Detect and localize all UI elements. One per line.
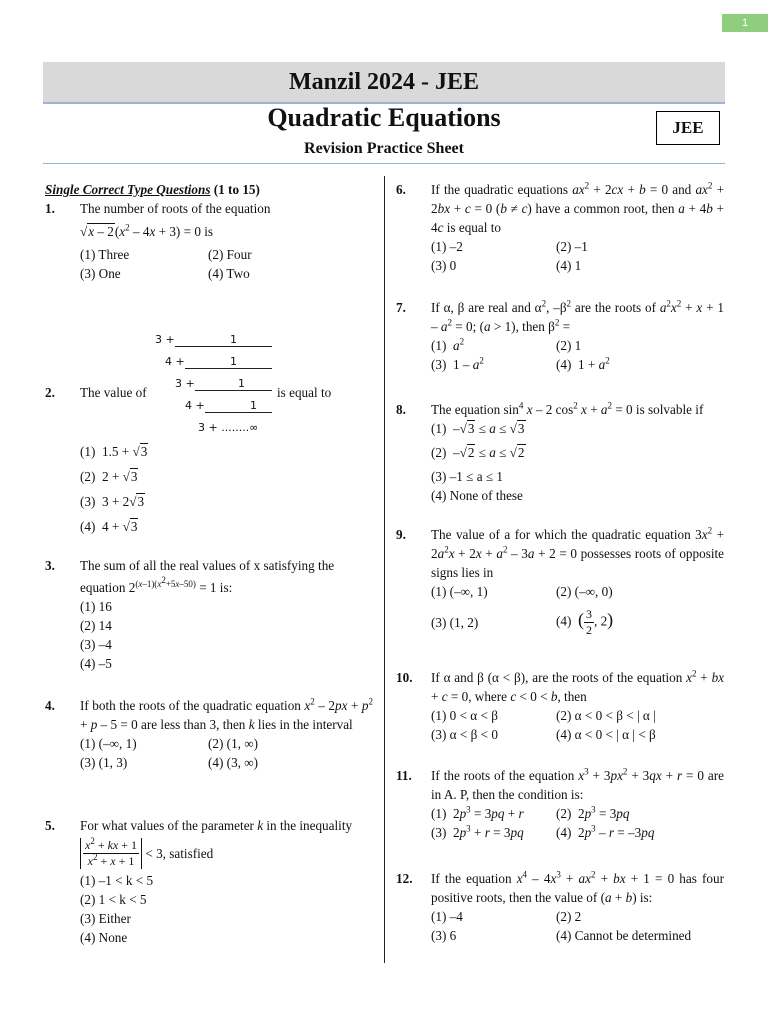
question-text: If the roots of the equation $x^3 + 3px^2 + 3qx + r = 0$ are in A. P, then the condition is: — [431, 766, 725, 802]
cf-term: 3 + — [155, 333, 175, 346]
question-number: 3. — [45, 558, 55, 573]
cf-term: 3 + — [175, 377, 195, 390]
option-3: (3) 3 + 2√3 — [80, 494, 145, 509]
question-11 — [396, 766, 724, 842]
question-9 — [396, 525, 724, 638]
option-3: (3) 6 — [431, 928, 457, 943]
option-4: (4) 4 + √3 — [80, 519, 138, 534]
question-text: If both the roots of the quadratic equation $x^2 - 2px + p^2 + p - 5 = 0$ are less than 3, then k lies in the interval — [80, 696, 373, 732]
option-2: (2) α < 0 < β < | α | — [556, 708, 656, 723]
question-number: 5. — [45, 818, 55, 833]
cf-bar — [185, 368, 272, 369]
question-text-suffix: is equal to — [277, 385, 332, 400]
option-1: (1) (–∞, 1) — [431, 584, 488, 599]
option-4: (4) Two — [208, 266, 250, 281]
cf-term: 4 + — [185, 399, 205, 412]
section-range: (1 to 15) — [213, 182, 260, 197]
question-3 — [45, 556, 373, 673]
question-text: The sum of all the real values of x satisfying the — [80, 558, 335, 573]
question-number: 1. — [45, 201, 55, 216]
question-6 — [396, 180, 724, 275]
option-3: (3) $1 - a^2$ — [431, 355, 484, 372]
question-equation: $\frac{x^2 + kx + 1}{x^2 + x + 1}$ < 3, satisfied — [80, 838, 373, 869]
option-3: (3) (1, 2) — [431, 615, 479, 630]
option-3: (3) Either — [80, 911, 131, 926]
options — [431, 706, 724, 744]
option-3: (3) One — [80, 266, 121, 281]
cf-term: 1 — [250, 399, 257, 412]
cf-term: 1 — [230, 355, 237, 368]
question-text: The value of — [80, 385, 147, 400]
question-5 — [45, 816, 373, 947]
question-number: 4. — [45, 698, 55, 713]
cf-term: 4 + — [165, 355, 185, 368]
options — [431, 907, 724, 945]
option-2: (2) 1 — [556, 338, 582, 353]
options — [80, 734, 373, 772]
option-3: (3) –4 — [80, 637, 112, 652]
cf-bar — [205, 412, 272, 413]
option-1: (1) –2 — [431, 239, 463, 254]
question-8 — [396, 400, 724, 505]
option-3: (3) 0 — [431, 258, 457, 273]
question-number: 9. — [396, 527, 406, 542]
option-4: (4) α < 0 < | α | < β — [556, 727, 656, 742]
cf-term: 1 — [230, 333, 237, 346]
option-1: (1) –1 < k < 5 — [80, 873, 154, 888]
option-2: (2) –1 — [556, 239, 588, 254]
question-number: 7. — [396, 300, 406, 315]
banner-title: Manzil 2024 - JEE — [43, 62, 725, 104]
page-number-badge: 1 — [722, 14, 768, 32]
option-4: (4) 1 — [556, 258, 582, 273]
option-1: (1) –4 — [431, 909, 463, 924]
option-2: (2) 14 — [80, 618, 112, 633]
option-4: (4) $2p^3 - r = -3pq$ — [556, 823, 655, 840]
option-3: (3) α < β < 0 — [431, 727, 498, 742]
question-number: 10. — [396, 670, 413, 685]
question-number: 6. — [396, 182, 406, 197]
option-1: (1) $a^2$ — [431, 336, 465, 353]
option-2: (2) 1 < k < 5 — [80, 892, 147, 907]
page-subtitle: Revision Practice Sheet — [304, 140, 464, 157]
option-4: (4) –5 — [80, 656, 112, 671]
option-2: (2) (1, ∞) — [208, 736, 259, 751]
question-12 — [396, 869, 724, 945]
question-equation: equation $2^{(x-1)(x^2+5x-50)} = 1$ is: — [80, 574, 233, 595]
question-text: The equation $\sin^4 x - 2$ $\cos^2 x + a^2 = 0$ is solvable if — [431, 400, 704, 417]
option-3: (3) (1, 3) — [80, 755, 128, 770]
question-7 — [396, 298, 724, 374]
options — [80, 245, 373, 283]
option-3: (3) $2p^3 + r = 3pq$ — [431, 823, 524, 840]
question-number: 2. — [45, 385, 55, 400]
question-text-tail: in A. P, then the condition is: — [431, 787, 584, 802]
column-divider — [384, 176, 385, 963]
question-text: If the equation $x^4 - 4x^3 + ax^2$ + bx + 1 = 0 has four positive roots, then the value of (a + b) is: — [431, 869, 724, 905]
header-divider — [43, 163, 725, 164]
options — [80, 597, 373, 673]
question-text: If α and β (α < β), are the roots of the equation $x^2$ + bx + c = 0, where c < 0 < b, then — [431, 668, 725, 704]
question-text: The value of a for which the quadratic equation $3x^2 + 2a^2x + 2x + a^2 - 3a + 2 = 0$ possesses roots of opposite signs lies in — [431, 525, 725, 580]
options — [431, 582, 724, 638]
question-text: For what values of the parameter k in the inequality — [80, 818, 353, 833]
option-4: (4) (3, ∞) — [208, 755, 259, 770]
option-4: (4) $1 + a^2$ — [556, 355, 610, 372]
options — [431, 804, 724, 842]
section-heading — [45, 180, 373, 199]
options — [80, 871, 373, 947]
option-2: (2) Four — [208, 247, 252, 262]
option-2: (2) 2 — [556, 909, 582, 924]
question-number: 8. — [396, 402, 406, 417]
question-text: If the quadratic equations $ax^2 + 2cx + b = 0$ and $ax^2 + 2bx + c = 0$ (b ≠ c) have a common root, then a + 4b + 4c is equal to — [431, 180, 725, 235]
option-4: (4) None of these — [431, 488, 523, 503]
cf-term: 1 — [238, 377, 245, 390]
option-4: (4) Cannot be determined — [556, 928, 692, 943]
question-4 — [45, 696, 373, 772]
question-2-options — [45, 442, 373, 542]
question-10 — [396, 668, 724, 744]
option-1: (1) Three — [80, 247, 130, 262]
question-text: The number of roots of the equation — [80, 201, 271, 216]
option-2: (2) $2p^3 = 3pq$ — [556, 804, 630, 821]
question-number: 11. — [396, 768, 412, 783]
option-2: (2) (–∞, 0) — [556, 584, 613, 599]
question-2 — [45, 383, 373, 402]
option-1: (1) (–∞, 1) — [80, 736, 137, 751]
options — [431, 237, 724, 275]
page-title: Quadratic Equations — [267, 103, 501, 132]
options — [431, 336, 724, 374]
cf-term: 3 + ........∞ — [198, 421, 259, 434]
section-heading-text: Single Correct Type Questions — [45, 182, 211, 197]
option-1: (1) 16 — [80, 599, 112, 614]
exam-badge: JEE — [656, 111, 720, 145]
question-number: 12. — [396, 871, 413, 886]
cf-bar — [175, 346, 272, 347]
option-4: (4) ( $\frac{3}{2}$ , 2) — [556, 607, 614, 637]
option-1: (1) –√3 ≤ a ≤ √3 — [431, 421, 525, 436]
option-1: (1) 1.5 + √3 — [80, 444, 148, 459]
option-1: (1) 0 < α < β — [431, 708, 498, 723]
question-equation: $√x - 2(x^2 - 4x + 3) = 0$ is — [80, 222, 214, 239]
option-2: (2) 2 + √3 — [80, 469, 138, 484]
options — [431, 419, 724, 505]
question-text: If α, β are real and $\alpha^2$, $-\beta^2$ are the roots of $a^2x^2 + x + 1 - a^2 = 0$; (a > 1), then $\beta^2$ = — [431, 298, 725, 334]
question-1 — [45, 199, 373, 283]
option-4: (4) None — [80, 930, 128, 945]
option-2: (2) –√2 ≤ a ≤ √2 — [431, 445, 525, 460]
option-3: (3) –1 ≤ a ≤ 1 — [431, 469, 503, 484]
option-1: (1) $2p^3 = 3pq + r$ — [431, 804, 524, 821]
